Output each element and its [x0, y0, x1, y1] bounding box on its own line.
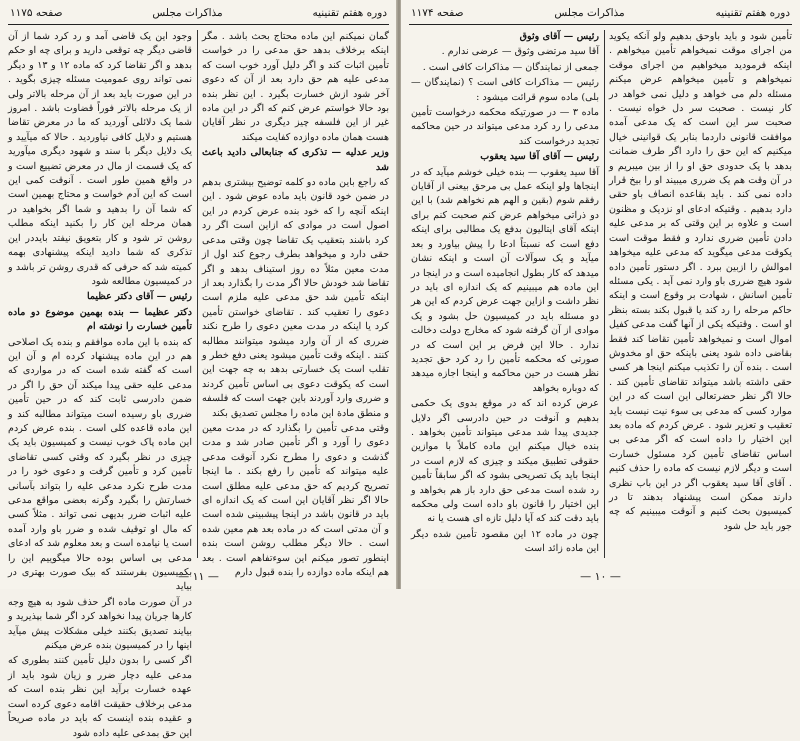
- left-right-col-speaker-line: وزیر عدلیه — تذکری که جنابعالی دادید باعث شد: [202, 147, 389, 173]
- right-left-col-paragraph: جمعی از نمایندگان — مذاکرات کافی است .: [422, 61, 599, 73]
- left-header-page-number: صفحه ۱۱۷۵: [10, 7, 63, 19]
- right-page-folio: [401, 570, 800, 583]
- right-header-rule: [409, 24, 792, 25]
- left-left-col-speaker-line: رئیس — آقای دکتر عظیما: [86, 291, 192, 303]
- left-page-folio: [0, 570, 397, 583]
- right-left-col-paragraph: ماده ۳ — در صورتیکه محکمه درخواست تأمین مدعی را رد کرد مدعی میتواند در حین محاکمه تجدید درخواست کند: [411, 107, 599, 147]
- right-left-col-paragraph: آقا سید یعقوب — بنده خیلی خوشم میآید که در اینجاها ولو اینکه عمل بی مرحق بیعنی از آقایان رفقم شوم (بقین و الهم هم نخواهم شد) با این دو ذراتی میخواهم عرض کنم صحبت کنم برای اینکه آقای ایتالیون بدفع یک مطالبی برای اینکه دفع است که نسبتاً ادعا را پیش بیاورد و بعد میآید و یک سوآلات آن است و اینکه نشان میدهد که کار بطول انجامیده است و در اینجا در این ماده هم میبینیم که یک اندازه ای باید در نظر داشت و ازاین جهت عرض کردم که این هر دو مسئله باید در کمیسیون حل بشود و یک موادی از آن گرفته شود که مخارج دولت دخالت ندارد . حالا این فرض بر این است که در صورتی که محکمه تأمین را رد کرد حق تجدید نظر هست در حین محاکمه و اینجا اجازه میدهد که دوباره بخواهد: [411, 166, 599, 394]
- right-folio-number: — ۱۰ —: [580, 570, 621, 583]
- left-left-col-paragraph: که بنده با این ماده موافقم و بنده یک اصلاحی هم در این ماده پیشنهاد کرده ام و آن این است که گفته شده است که در مواردی که مدعی علیه حقی پیدا میکند آن حق را اگر در ضمن دادرسی ثابت کند که در حین تأمین ضرری باو رسیده است میتواند مطالبه کند و این ماده قاعده کلی است . بنده عرض کردم این ماده پاک خوب نیست و کمیسیون باید یک چیزی در نظر بگیرد که وقتی کسی تقاضای تأمین کرد و تأمین گرفت و دعوی خود را در مدت طرح نکرد مدعی علیه را بتواند بآسانی خسارتش را بگیرد وگرنه بعضی مواقع مدعی علیه اثبات ضرر بدیهی نمی تواند . مثلاً کسی که مال او توقیف شده و ضرر باو وارد آمده است یا نیامده است و بعد معلوم شد که ادعای مدعی بی اساس بوده حالا میگوییم این را بکمیسیون بفرستند که بیک صورت بهتری در بیاید: [8, 336, 192, 593]
- right-header-title: مذاکرات مجلس: [554, 7, 625, 19]
- right-right-col-paragraph: تأمین شود و باید باوحق بدهیم ولو آنکه یکوید من اجرای موقت نمیخواهم تأمین میخواهم . اینکه فرمودید میخواهیم من اجرای موقت نمیخواهم و تأمین میخواهم عرض میکنم مسئله دلم می خواهد و دلیل نمی خواهد در کار نیست . صحبت سر دل خواه نیست . صحبت سر این است که یک مدعی آمده موافقت قانونی داردما بنابر یک قوانینی خیال میکنیم که این حق را دارد اگر طرف ضمانت بدهد با یک حدودی حق او را از بین میبریم و در آن وقت هم یک ضرری میبیند او را بیخ قرار داده نمی کند . باید بقاعده انصاف باو حقی دارد بدهیم . وقتیکه ادعای او نزدیک و مظنون است و علاوه بر این وقتی که بر مدعی علیه دادن تأمین ضرری ندارد و فقط موقت است یکوقت مدعی میگوید که مدعی علیه میخواهد اموالش را ازبین ببرد . اگر دستور تأمین داده شود هیچ ضرری باو وارد نمی آید . یکی مسئله تأمین اسانش ، شهادت بر وقوع است و اینکه حاکم مرحله را رد کند یا قبول بکند بسته بنظر او است . وقتیکه یکی از آنها گفت مدعی کفیل اموال است و نمیخواهد تأمین تقاضا کند فقط بقاضی داده شود یعنی باینکه حق او مخدوش است . بنده آن را تکذیب میکنم اینجا هر کسی حقی داشته باشد میتواند تقاضای تأمین کند . حالا اگر نظر حضرتعالی این است که در این موارد کسی که مدعی بی سوء نیت نیست باید تعقیب و تعزیر شود . عرض کردم که ماده بعد این اختیار را داده است که اگر مدعی بی اساس تقاضای تأمین کرد مسئول خسارت است و دیگر لازم نیست که ماده را حذف کنیم . آقای آقا سید یعقوب اگر در این باب نظری دارند ممکن است پیشنهاد بدهند تا در کمیسیون بحث کنیم و آنوقت میبینیم که چه جور باید حل شود: [609, 31, 792, 532]
- right-page-header: [411, 6, 790, 20]
- right-header-page-number: صفحه ۱۱۷۴: [411, 7, 464, 19]
- left-right-col-paragraph: گمان نمیکنم این ماده محتاج بحث باشد . مگر اینکه برخلاف بدهد حق مدعی را در خواست تأمین اثبات کند و اگر دلیل آورد خوب است که مدعی علیه هم حق دارد بعد از آن که دعوی آخر شود ازش خسارت بگیرد . این نظر بنده بود حالا خواستم عرض کنم که اگر در این ماده غیر از این فلسفه چیز دیگری در نظر آقایان هست همان ماده دوازده کفایت میکند: [202, 31, 389, 143]
- left-page-column-left: [8, 30, 192, 739]
- left-folio-number: — ۱۱ —: [178, 570, 219, 583]
- left-column-divider: [197, 30, 198, 558]
- right-left-col-paragraph: آقا سید مرتضی وثوق — عرضی ندارم .: [441, 46, 599, 58]
- left-right-col-paragraph: که راجع باین ماده دو کلمه توضیح بیشتری بدهم در ضمن خود قانون باید ماده عوض شود . این اینکه آنچه را که خود بنده عرض کردم در این اصول است در موادی که ازاین است اگر رد کرد باشند بتعقیب یک تقاضا چون وقتی مدعی حقی دارد و میخواهد بطرف رجوع کند اول از مدت معین مثلاً ده روز استیناف بدهد و اگر تقاضا شد خودش حالا اگر مدت را بگذارد بعد از اینکه تأمین شد حق مدعی علیه ملزم است دعوی را تعقیب کند . تقاضای خواستن تأمین کرد یا اینکه در مدت معین دعوی را طرح نکند ضرری که از آن وارد میشود میتوانند مطالبه کنند . اینکه وقت تأمین میشود یعنی دفع خطر و تقلب است یک خسارتی بدهد به چه جهت این است که یکوقت دعوی بی اساس تأمین کردند و ضرری وارد آوردند باین جهت است که فلسفه و منطق مادة این ماده را مجلس تصدیق بکند: [202, 177, 389, 419]
- left-left-col-speaker-line: دکتر عظیما — بنده بهمین موضوع دو ماده تأمین خسارت را نوشته ام: [8, 306, 192, 333]
- right-left-col-speaker-line: رئیس — آقای آقا سید یعقوب: [480, 151, 599, 163]
- left-page-header: [10, 6, 387, 20]
- left-header-volume: دوره هفتم تقنینیه: [312, 7, 387, 19]
- left-left-col-paragraph: اگر کسی را بدون دلیل تأمین کنند بطوری که مدعی علیه دچار ضرر و زیان شود باید از عهده خسارت برآید این نظر بنده است که مدعی برخلاف حقیقت اقامه دعوی کرده است و عقیده بنده اینست که باید در ماده صریحاً این حق بمدعی علیه داده شود: [8, 655, 192, 739]
- left-page-column-right: [202, 30, 389, 579]
- right-left-col-speaker-line: رئیس — آقای وثوق: [519, 31, 599, 42]
- right-page-column-right: [609, 30, 792, 558]
- left-right-col-paragraph: وقتی مدعی تأمین را بگذارد که در مدت معین دعوی را آورد و اگر تأمین صادر شد و مدت گذشت و دعوی را مطرح نکرد آنوقت مدعی علیه میتواند که تأمین را رفع بکند . ما اینجا تصریح کردیم که حق مدعی علیه مطلق است حالا اگر نظر آقایان این است که یک اندازه ای باید در قانون باشد در اینجا پیشبینی شده است و آن مدتی است که در ماده بعد هم معین شده است . حالا دیگر مطلب روشن است بنده اینطور تصور میکنم این سوءتفاهم است . بعد هم اینکه ماده دوازده را بنده قبول دارم: [202, 422, 389, 579]
- right-header-volume: دوره هفتم تقنینیه: [715, 7, 790, 19]
- right-page-column-left: [411, 30, 599, 558]
- right-column-divider: [604, 30, 605, 558]
- right-left-col-paragraph: رئیس — مذاکرات کافی است ؟ (نمایندگان — بلی) ماده سوم قرائت میشود :: [411, 77, 599, 103]
- right-left-col-paragraph: عرض کرده اند که در موقع بدوی یک حکمی بدهیم و آنوقت در حین دادرسی اگر دلایل جدیدی پیدا شد مدعی میتواند تأمین بخواهد . بنده خیال میکنم این ماده کاملاً با موازین حقوقی تطبیق میکند و چیزی که لازم است در اینجا باید یک تصریحی بشود که اگر سابقاً تأمین رد شده است مدعی حق دارد باز هم بخواهد و این اختیار را قانون باو داده است ولی محکمه باید دقت کند که آیا دلیل تازه ای هست یا نه: [411, 398, 599, 525]
- right-page: [401, 0, 800, 589]
- left-page: [0, 0, 397, 739]
- left-left-col-paragraph: در آن صورت ماده اگر حذف شود به هیچ وجه کارها جریان پیدا نخواهد کرد اگر شما بپذیرید و بیایند تصدیق بکنند خیلی مشکلات پیش میآید اینها را در کمیسیون بنده عرض میکنم: [8, 596, 192, 652]
- right-left-col-paragraph: چون در ماده ۱۲ این مقصود تأمین شده دیگر این ماده زائد است: [411, 528, 599, 555]
- left-header-title: مذاکرات مجلس: [152, 7, 223, 19]
- left-header-rule: [8, 24, 389, 25]
- left-left-col-paragraph: وجود این یک قاضی آمد و رد کرد شما از آن قاضی دیگر چه توقعی دارید و برای چه او حکم بدهد و اگر تقاضا کرد که ماده ۱۲ و ۱۳ و دیگر نمی تواند روی عمومیت مسئله چیزی بگوید . در این صورت باید بعد از آن مرحله بالاتر ولی از یک مرحله بالاتر فوراً قضاوت باشد . امروز شما یک دلائلی آوردید که ما در معرض تقاضا هستیم و دلایل کافی نیاوردید . حالا که میآیید و یک دلایل دیگر با سند و شهود دیگری میآورید که یک قسمت از مال در معرض تضییع است و در واقع همین طور است . آنوقت کمی این است که این آدم خواست و محتاج بهمین است که شما آن را بدهید و شما اگر بخواهید در همان مرحله این کار را بکنید اینکه مطلب روشن تر شود و کار بتعویق نیفتد بایددر این تذکری که شما دادید اینکه پیشنهادی بهمه کمیته شد که حرفی که قدری روشن تر باشد و در کمیسیون مطالعه شود: [8, 31, 192, 287]
